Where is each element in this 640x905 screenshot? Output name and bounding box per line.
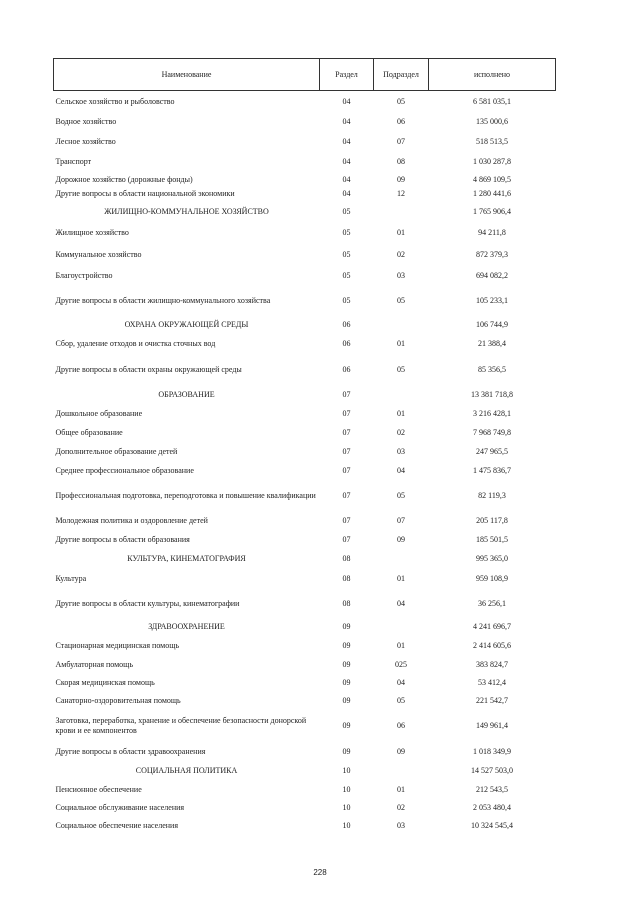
row-subsection [374,618,429,636]
table-row [54,531,556,550]
row-name: Коммунальное хозяйство [55,250,142,260]
table-row [54,710,556,742]
row-subsection: 02 [397,802,405,812]
row-section: 09 [342,720,351,730]
row-subsection [374,316,429,335]
row-section: 05 [342,296,351,306]
row-executed: 872 379,3 [476,250,508,260]
row-section: 04 [342,96,351,106]
row-section: 08 [342,574,351,584]
row-subsection: 01 [397,409,405,419]
row-name: ЖИЛИЩНО-КОММУНАЛЬНОЕ ХОЗЯЙСТВО [104,206,269,216]
row-section: 09 [342,677,351,687]
row-name: Сельское хозяйство и рыболовство [55,96,175,106]
row-executed: 94 211,8 [478,228,506,238]
row-subsection: 05 [397,296,405,306]
row-subsection: 09 [397,174,405,184]
table-row [54,287,556,316]
row-executed: 13 381 718,8 [471,390,513,400]
row-name: Среднее профессиональное образование [55,466,194,476]
row-executed: 1 280 441,6 [473,189,511,199]
table-section-heading-row [54,316,556,335]
row-subsection: 03 [397,447,405,457]
row-executed: 6 581 035,1 [473,96,511,106]
row-name: КУЛЬТУРА, КИНЕМАТОГРАФИЯ [127,554,246,564]
row-subsection [374,386,429,405]
row-subsection: 06 [397,116,405,126]
row-section: 08 [342,598,351,608]
table-row [54,132,556,152]
row-executed: 518 513,5 [476,136,508,146]
row-subsection [374,762,429,781]
row-executed: 383 824,7 [476,659,508,669]
row-name: Дорожное хозяйство (дорожные фонды) [55,174,193,184]
row-name: Пенсионное обеспечение [55,784,142,794]
row-section: 04 [342,174,351,184]
table-row [54,817,556,835]
row-subsection: 05 [397,364,405,374]
row-section: 06 [342,339,351,349]
row-executed: 185 501,5 [476,535,508,545]
row-section: 04 [342,189,351,199]
row-subsection: 01 [397,339,405,349]
table-row [54,636,556,656]
table-row [54,424,556,443]
row-section: 05 [342,206,351,216]
table-row [54,245,556,266]
row-section: 09 [342,695,351,705]
row-executed: 3 216 428,1 [473,409,511,419]
row-name: Дошкольное образование [55,409,143,419]
row-name: Профессиональная подготовка, переподготовка и повышение квалификации [55,491,316,501]
table-row [54,674,556,692]
row-section: 05 [342,228,351,238]
row-subsection: 04 [397,677,405,687]
row-subsection: 09 [397,746,405,756]
row-subsection: 05 [397,695,405,705]
table-row [54,443,556,462]
table-row [54,569,556,590]
row-executed: 995 365,0 [476,554,508,564]
row-executed: 247 965,5 [476,447,508,457]
row-section: 07 [342,535,351,545]
table-body [54,91,556,835]
row-executed: 4 241 696,7 [473,621,511,631]
row-executed: 105 233,1 [476,296,508,306]
row-name: Другие вопросы в области жилищно-коммунального хозяйства [55,296,271,306]
row-subsection: 06 [397,720,405,730]
row-subsection: 02 [397,428,405,438]
table-row [54,656,556,674]
row-section: 06 [342,320,351,330]
row-subsection: 04 [397,466,405,476]
row-name: Социальное обеспечение населения [55,820,178,830]
row-name: Другие вопросы в области национальной экономики [55,189,235,199]
header-subsection: Подраздел [374,59,429,91]
row-section: 09 [342,659,351,669]
row-subsection: 02 [397,250,405,260]
row-name: Другие вопросы в области образования [55,535,190,545]
row-executed: 205 117,8 [476,516,508,526]
row-name: Культура [55,574,87,584]
table-section-heading-row [54,202,556,222]
table-row [54,799,556,817]
row-name: Стационарная медицинская помощь [55,640,180,650]
row-executed: 1 018 349,9 [473,746,511,756]
row-section: 04 [342,157,351,167]
table-row [54,91,556,112]
row-executed: 53 412,4 [478,677,506,687]
table-row [54,335,556,354]
row-name: Благоустройство [55,271,113,281]
page-number: 228 [313,868,327,877]
row-subsection: 03 [397,271,405,281]
row-name: Лесное хозяйство [55,136,116,146]
table-row [54,187,556,202]
row-section: 09 [342,746,351,756]
row-name: Другие вопросы в области охраны окружающей среды [55,364,242,374]
table-row [54,590,556,618]
row-section: 07 [342,516,351,526]
row-executed: 21 388,4 [478,339,506,349]
row-subsection: 12 [397,189,405,199]
row-section: 07 [342,466,351,476]
row-name: Скорая медицинская помощь [55,677,155,687]
row-section: 05 [342,250,351,260]
row-executed: 106 744,9 [476,320,508,330]
row-name: Другие вопросы в области здравоохранения [55,746,206,756]
row-section: 07 [342,447,351,457]
row-subsection: 08 [397,157,405,167]
table-row [54,692,556,710]
row-name: Общее образование [55,428,123,438]
row-name: ОБРАЗОВАНИЕ [158,390,215,400]
budget-table [53,58,556,835]
table-header-row [54,59,556,91]
row-name: Другие вопросы в области культуры, кинематографии [55,598,240,608]
row-executed: 135 000,6 [476,116,508,126]
row-section: 04 [342,116,351,126]
table-section-heading-row [54,386,556,405]
header-executed: исполнено [429,59,556,91]
row-name: Жилищное хозяйство [55,228,129,238]
row-executed: 149 961,4 [476,720,508,730]
row-subsection: 01 [397,640,405,650]
row-executed: 959 108,9 [476,574,508,584]
row-subsection: 01 [397,574,405,584]
row-name: Сбор, удаление отходов и очистка сточных вод [55,339,216,349]
row-subsection: 01 [397,228,405,238]
table-row [54,462,556,481]
row-subsection: 05 [397,96,405,106]
row-subsection: 025 [395,659,407,669]
row-section: 07 [342,491,351,501]
row-section: 10 [342,820,351,830]
row-subsection [374,202,429,222]
row-section: 04 [342,136,351,146]
row-name: Санаторно-оздоровительная помощь [55,695,181,705]
row-name: Амбулаторная помощь [55,659,133,669]
row-executed: 36 256,1 [478,598,506,608]
row-executed: 221 542,7 [476,695,508,705]
row-section: 05 [342,271,351,281]
row-executed: 82 119,3 [478,491,506,501]
row-executed: 85 356,5 [478,364,506,374]
row-executed: 1 475 836,7 [473,466,511,476]
row-subsection: 03 [397,820,405,830]
row-executed: 1 765 906,4 [473,206,511,216]
row-subsection: 01 [397,784,405,794]
row-executed: 2 414 605,6 [473,640,511,650]
table-row [54,354,556,386]
table-row [54,173,556,187]
table-row [54,781,556,799]
row-section: 08 [342,554,351,564]
row-section: 10 [342,802,351,812]
row-name: Социальное обслуживание населения [55,802,185,812]
row-subsection [374,550,429,569]
row-section: 07 [342,428,351,438]
table-section-heading-row [54,618,556,636]
table-row [54,222,556,245]
row-section: 09 [342,640,351,650]
header-name: Наименование [54,59,320,91]
row-subsection: 07 [397,516,405,526]
row-executed: 14 527 503,0 [471,766,513,776]
table-row [54,512,556,531]
table-section-heading-row [54,550,556,569]
table-row [54,481,556,512]
row-subsection: 09 [397,535,405,545]
row-executed: 212 543,5 [476,784,508,794]
table-row [54,266,556,287]
row-section: 09 [342,621,351,631]
row-name: ОХРАНА ОКРУЖАЮЩЕЙ СРЕДЫ [124,320,249,330]
row-section: 07 [342,390,351,400]
row-name: Молодежная политика и оздоровление детей [55,516,208,526]
row-executed: 10 324 545,4 [471,820,513,830]
row-executed: 4 869 109,5 [473,174,511,184]
table-row [54,405,556,424]
table-section-heading-row [54,762,556,781]
header-section: Раздел [320,59,374,91]
row-section: 07 [342,409,351,419]
table-row [54,742,556,762]
row-name: Дополнительное образование детей [55,447,178,457]
row-executed: 2 053 480,4 [473,802,511,812]
row-executed: 1 030 287,8 [473,157,511,167]
row-name: Транспорт [55,157,92,167]
row-executed: 694 082,2 [476,271,508,281]
row-name: СОЦИАЛЬНАЯ ПОЛИТИКА [135,766,238,776]
row-name: Заготовка, переработка, хранение и обеспечение безопасности донорской крови и ее компонентов [55,716,307,735]
row-section: 10 [342,784,351,794]
row-subsection: 05 [397,491,405,501]
row-subsection: 04 [397,598,405,608]
row-executed: 7 968 749,8 [473,428,511,438]
row-name: ЗДРАВООХРАНЕНИЕ [148,621,225,631]
row-section: 10 [342,766,351,776]
table-row [54,112,556,132]
table-row [54,152,556,173]
row-section: 06 [342,364,351,374]
row-name: Водное хозяйство [55,116,117,126]
row-subsection: 07 [397,136,405,146]
